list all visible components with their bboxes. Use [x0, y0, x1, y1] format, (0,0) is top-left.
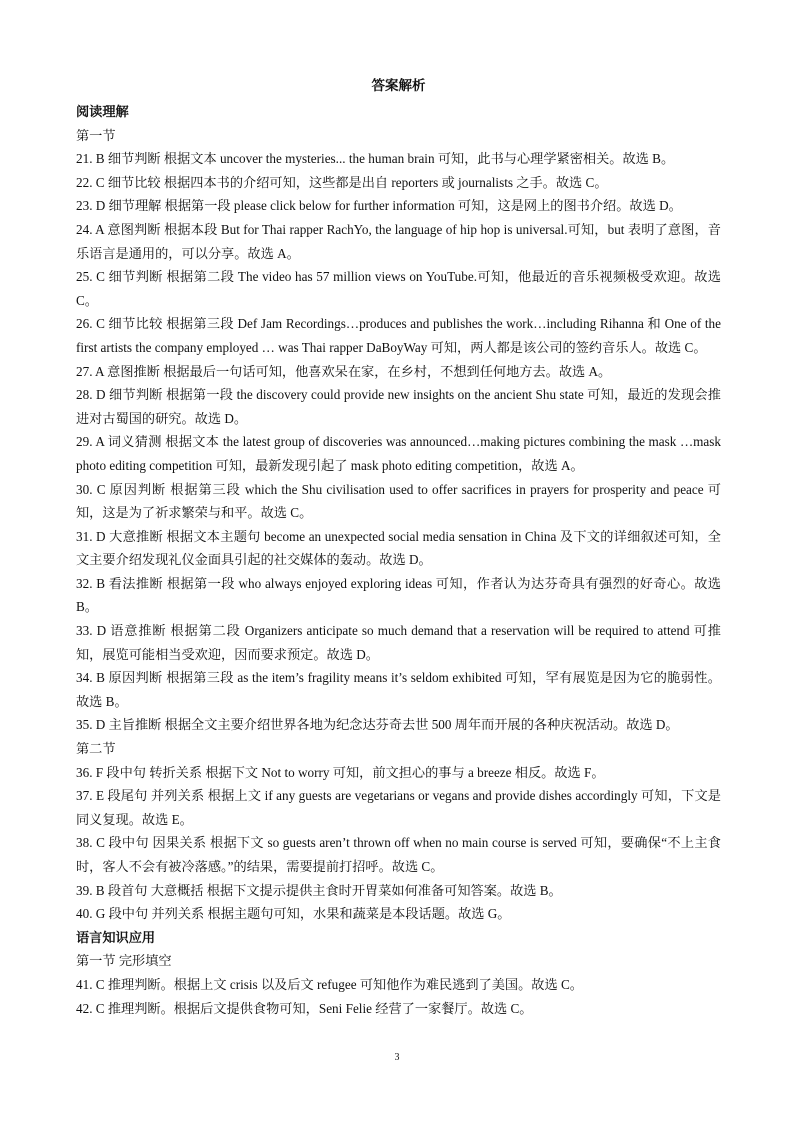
- part-heading-1: 第一节: [76, 127, 116, 143]
- answer-item-35: 35. D 主旨推断 根据全文主要介绍世界各地为纪念达芬奇去世 500 周年而开展的各种庆祝活动。故选 D。: [76, 717, 679, 733]
- answer-item-30: 30. C 原因判断 根据第三段 which the Shu civilisation used to offer sacrifices in prayers for prosperity and peace 可知，这是为了祈求繁荣与和平。故选 C。: [76, 481, 721, 521]
- part-heading-cloze: 第一节 完形填空: [76, 953, 172, 969]
- answer-item-42: 42. C 推理判断。根据后文提供食物可知，Seni Felie 经营了一家餐厅。故选 C。: [76, 1000, 533, 1016]
- page-title: 答案解析: [371, 78, 426, 93]
- answer-page: [76, 78, 721, 1020]
- section-heading-language: 语言知识应用: [76, 929, 156, 945]
- part-heading-2: 第二节: [76, 741, 116, 757]
- answer-item-38: 38. C 段中句 因果关系 根据下文 so guests aren’t thrown off when no main course is served 可知，要确保“不上主食时，客人不会有被冷落感。”的结果，需要提前打招呼。故选 C。: [76, 835, 721, 874]
- answer-item-29: 29. A 词义猜测 根据文本 the latest group of discoveries was announced…making pictures combining the mask …mask photo editing competition 可知，最新发现引起了 mask photo editing competition，故选 A。: [76, 434, 721, 473]
- answer-item-33: 33. D 语意推断 根据第二段 Organizers anticipate so much demand that a reservation will be required to attend 可推知，展览可能相当受欢迎，因而要求预定。故选 D。: [76, 623, 721, 662]
- section-heading-reading: 阅读理解: [76, 104, 129, 119]
- answer-item-23: 23. D 细节理解 根据第一段 please click below for further information 可知，这是网上的图书介绍。故选 D。: [76, 198, 682, 214]
- answer-item-25: 25. C 细节判断 根据第二段 The video has 57 million views on YouTube.可知，他最近的音乐视频极受欢迎。故选 C。: [76, 269, 721, 308]
- page-number: 3: [394, 1052, 400, 1063]
- answer-item-26: 26. C 细节比较 根据第三段 Def Jam Recordings…produces and publishes the work…including Rihanna 和 One of the first artists the company employed … was Thai rapper DaBoyWay 可知，两人都是该公司的签约音乐人。故选 C。: [76, 316, 721, 355]
- answer-item-39: 39. B 段首句 大意概括 根据下文提示提供主食时开胃菜如何准备可知答案。故选 B。: [76, 882, 562, 898]
- answer-item-36: 36. F 段中句 转折关系 根据下文 Not to worry 可知，前文担心的事与 a breeze 相反。故选 F。: [76, 764, 605, 780]
- answer-item-27: 27. A 意图推断 根据最后一句话可知，他喜欢呆在家，在乡村，不想到任何地方去。故选 A。: [76, 363, 612, 379]
- answer-item-40: 40. G 段中句 并列关系 根据主题句可知，水果和蔬菜是本段话题。故选 G。: [76, 906, 511, 922]
- answer-item-37: 37. E 段尾句 并列关系 根据上文 if any guests are vegetarians or vegans and provide dishes accordingly 可知，下文是同义复现。故选 E。: [76, 788, 721, 827]
- answer-item-41: 41. C 推理判断。根据上文 crisis 以及后文 refugee 可知他作为难民逃到了美国。故选 C。: [76, 976, 583, 992]
- answer-item-34: 34. B 原因判断 根据第三段 as the item’s fragility means it’s seldom exhibited 可知，罕有展览是因为它的脆弱性。故选 B。: [76, 670, 721, 709]
- answer-item-28: 28. D 细节判断 根据第一段 the discovery could provide new insights on the ancient Shu state 可知，最近的发现会推进对古蜀国的研究。故选 D。: [76, 387, 721, 426]
- answer-item-21: 21. B 细节判断 根据文本 uncover the mysteries... the human brain 可知，此书与心理学紧密相关。故选 B。: [76, 151, 675, 167]
- answer-item-24: 24. A 意图判断 根据本段 But for Thai rapper RachYo, the language of hip hop is universal.可知，but 表明了意图，音乐语言是通用的，可以分享。故选 A。: [76, 221, 721, 261]
- answer-item-32: 32. B 看法推断 根据第一段 who always enjoyed exploring ideas 可知，作者认为达芬奇具有强烈的好奇心。故选 B。: [76, 575, 721, 615]
- answer-item-31: 31. D 大意推断 根据文本主题句 become an unexpected social media sensation in China 及下文的详细叙述可知，全文主要介绍发现礼仪金面具引起的社交媒体的轰动。故选 D。: [76, 528, 721, 568]
- answer-item-22: 22. C 细节比较 根据四本书的介绍可知，这些都是出自 reporters 或 journalists 之手。故选 C。: [76, 174, 608, 190]
